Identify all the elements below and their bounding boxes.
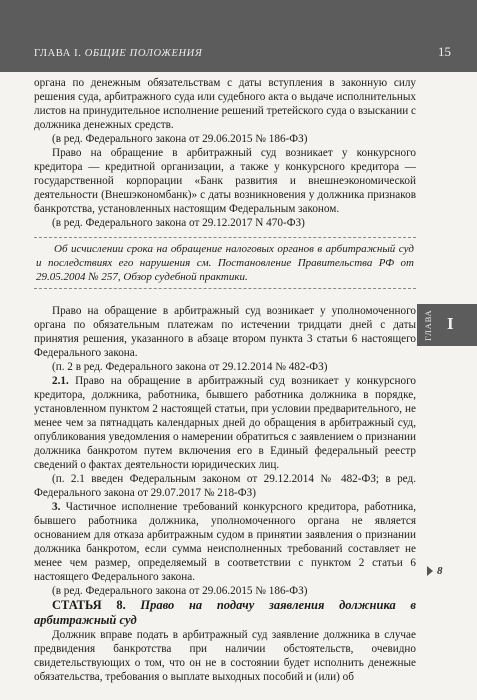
article-title: Право на подачу заявления должника в арбитражный суд [34, 598, 416, 627]
amendment-reference: (п. 2.1 введен Федеральным законом от 29.12.2014 № 482-ФЗ; в ред. Федерального закона от 29.07.2017 № 218-ФЗ) [34, 473, 416, 499]
clause-number: 2.1. [52, 375, 69, 387]
clause-number: 3. [52, 501, 61, 513]
xref-number: 8 [437, 565, 443, 577]
paragraph: Должник вправе подать в арбитражный суд заявление должника в случае предвидения банкротства при наличии обстоятельств, очевидно свидетельствующих о том, что он не в состоянии будет исполнить денежные обязательства, требования о выплате выходных пособий и (или) об [34, 629, 416, 683]
note-text: Об исчислении срока на обращение налоговых органов в арбитражный суд и последствиях его нарушения см. Постановление Правительства РФ от 29.05.2004 № 257, Обзор судебной практики. [36, 243, 414, 283]
page-header [0, 0, 477, 72]
article-heading [34, 598, 416, 628]
article-cross-reference [427, 565, 443, 577]
chapter-side-tab [417, 304, 477, 346]
page-body [34, 76, 416, 684]
paragraph: Право на обращение в арбитражный суд возникает у уполномоченного органа по обязательным платежам по истечении тридцати дней с даты принятия решения, указанного в абзаце втором пункта 3 статьи 6 настоящего Федерального закона. [34, 305, 416, 359]
amendment-reference: (в ред. Федерального закона от 29.06.2015 № 186-ФЗ) [52, 133, 308, 145]
note-box [34, 237, 416, 289]
clause-3 [34, 500, 416, 584]
clause-2-1 [34, 374, 416, 472]
clause-text: Частичное исполнение требований конкурсного кредитора, работника, бывшего работника должника, уполномоченного органа не является основанием для отказа арбитражным судом в принятии заявления о признании должника банкротом, если сумма неисполненных требований составляет не менее чем размер, определяемый в соответствии с пунктом 2 статьи 6 настоящего Федерального закона. [34, 501, 416, 583]
side-tab-number: I [447, 314, 454, 333]
spacer [34, 296, 416, 304]
amendment-reference: (в ред. Федерального закона от 29.12.2017 N 470-ФЗ) [52, 217, 305, 229]
paragraph: Право на обращение в арбитражный суд возникает у конкурсного кредитора — кредитной организации, а также у конкурсного кредитора — государственной корпорации «Банк развития и внешнеэкономической деятельности (Внешэкономбанк)» с даты возникновения у должника признаков банкротства, установленных настоящим Федеральным законом. [34, 147, 416, 215]
amendment-reference: (в ред. Федерального закона от 29.06.2015 № 186-ФЗ) [52, 585, 308, 597]
paragraph: органа по денежным обязательствам с даты вступления в законную силу решения суда, арбитражного суда или судебного акта о выдаче исполнительных листов на принудительное исполнение решений третейского суда о взыскании с должника денежных средств. [34, 77, 416, 131]
article-label: СТАТЬЯ 8. [52, 598, 126, 612]
page-number: 15 [438, 44, 451, 59]
clause-text: Право на обращение в арбитражный суд возникает у конкурсного кредитора, должника, работника, бывшего работника должника в порядке, установленном пунктом 2 настоящей статьи, при условии предварительного, не менее чем за пятнадцать календарных дней до обращения в арбитражный суд, опубликования уведомления о намерении обратиться с заявлением о признании должника банкротом путем включения его в Единый федеральный реестр сведений о фактах деятельности юридических лиц. [34, 375, 416, 471]
amendment-reference: (п. 2 в ред. Федерального закона от 29.12.2014 № 482-ФЗ) [52, 361, 328, 373]
chapter-title [34, 48, 202, 59]
chapter-name: ОБЩИЕ ПОЛОЖЕНИЯ [84, 48, 203, 59]
triangle-arrow-icon [427, 566, 433, 576]
chapter-prefix: ГЛАВА I. [34, 48, 82, 59]
side-tab-label: ГЛАВА [423, 309, 433, 341]
